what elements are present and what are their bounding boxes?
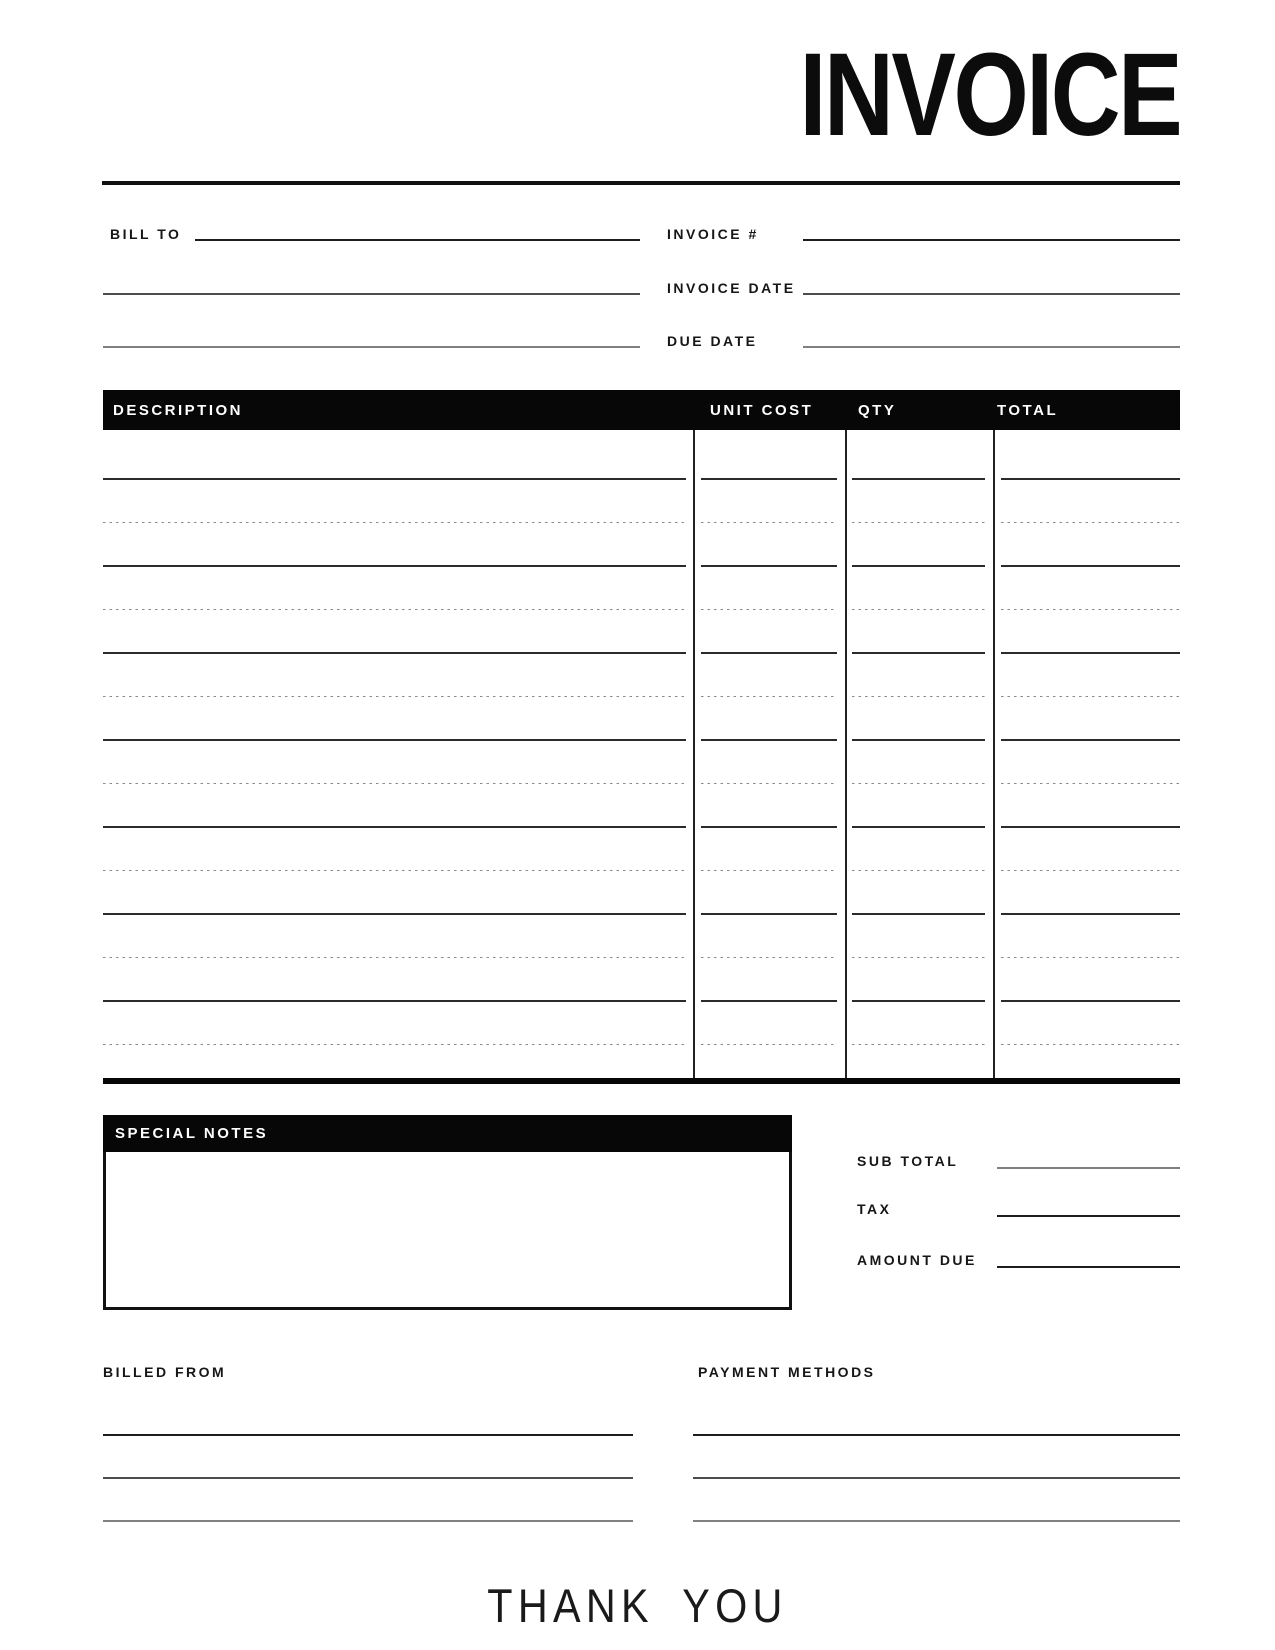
payment-methods-line-1 xyxy=(693,1434,1180,1436)
billed-from-line-1 xyxy=(103,1434,633,1436)
table-row-line xyxy=(1001,870,1180,872)
column-divider xyxy=(693,430,695,1083)
table-row-line xyxy=(103,565,686,567)
sub-total-label: SUB TOTAL xyxy=(857,1153,959,1169)
billed-from-line-2 xyxy=(103,1477,633,1479)
table-row-line xyxy=(1001,913,1180,915)
table-row-line xyxy=(103,522,686,524)
table-row-line xyxy=(103,696,686,698)
special-notes-header xyxy=(103,1115,792,1152)
table-row-line xyxy=(701,913,837,915)
table-row-line xyxy=(1001,783,1180,785)
column-divider xyxy=(993,430,995,1083)
table-row-line xyxy=(1001,826,1180,828)
header-rule xyxy=(102,181,1180,185)
invoice-date-label: INVOICE DATE xyxy=(667,280,796,296)
column-header-unit-cost: UNIT COST xyxy=(710,402,814,419)
special-notes-label: SPECIAL NOTES xyxy=(115,1125,269,1142)
table-row-line xyxy=(1001,652,1180,654)
table-row-line xyxy=(103,783,686,785)
table-row-line xyxy=(1001,609,1180,611)
table-row-line xyxy=(103,826,686,828)
tax-line xyxy=(997,1215,1180,1217)
column-header-qty: QTY xyxy=(858,402,897,419)
table-row-line xyxy=(852,478,985,480)
payment-methods-line-3 xyxy=(693,1520,1180,1522)
table-row-line xyxy=(103,652,686,654)
table-row-line xyxy=(701,522,837,524)
bill-to-line-1 xyxy=(195,239,640,241)
thank-you-text: THANK YOU xyxy=(487,1579,788,1632)
table-row-line xyxy=(103,913,686,915)
table-row-line xyxy=(701,957,837,959)
table-row-line xyxy=(852,1000,985,1002)
invoice-date-line xyxy=(803,293,1180,295)
sub-total-line xyxy=(997,1167,1180,1169)
table-row-line xyxy=(701,478,837,480)
table-row-line xyxy=(701,565,837,567)
billed-from-label: BILLED FROM xyxy=(103,1364,227,1380)
due-date-line xyxy=(803,346,1180,348)
table-row-line xyxy=(852,565,985,567)
table-row-line xyxy=(701,1044,837,1046)
page-title: INVOICE xyxy=(799,29,1180,161)
table-row-line xyxy=(852,826,985,828)
table-row-line xyxy=(852,870,985,872)
column-header-description: DESCRIPTION xyxy=(113,402,244,419)
table-row-line xyxy=(1001,522,1180,524)
table-row-line xyxy=(701,696,837,698)
table-row-line xyxy=(103,478,686,480)
payment-methods-label: PAYMENT METHODS xyxy=(698,1364,876,1380)
table-row-line xyxy=(701,783,837,785)
table-row-line xyxy=(103,739,686,741)
table-row-line xyxy=(701,826,837,828)
table-row-line xyxy=(103,609,686,611)
invoice-number-line xyxy=(803,239,1180,241)
table-row-line xyxy=(852,696,985,698)
table-header xyxy=(103,390,1180,430)
table-row-line xyxy=(103,1044,686,1046)
table-row-line xyxy=(852,609,985,611)
table-row-line xyxy=(852,913,985,915)
table-row-line xyxy=(1001,1000,1180,1002)
table-row-line xyxy=(103,870,686,872)
invoice-number-label: INVOICE # xyxy=(667,226,759,242)
table-row-line xyxy=(1001,1044,1180,1046)
billed-from-line-3 xyxy=(103,1520,633,1522)
tax-label: TAX xyxy=(857,1201,892,1217)
column-header-total: TOTAL xyxy=(997,402,1059,419)
table-row-line xyxy=(1001,957,1180,959)
table-row-line xyxy=(852,957,985,959)
amount-due-line xyxy=(997,1266,1180,1268)
table-row-line xyxy=(701,609,837,611)
bill-to-label: BILL TO xyxy=(110,226,182,242)
table-row-line xyxy=(1001,739,1180,741)
table-row-line xyxy=(1001,696,1180,698)
payment-methods-line-2 xyxy=(693,1477,1180,1479)
table-row-line xyxy=(1001,478,1180,480)
table-row-line xyxy=(103,1000,686,1002)
column-divider xyxy=(845,430,847,1083)
amount-due-label: AMOUNT DUE xyxy=(857,1252,977,1268)
table-row-line xyxy=(852,783,985,785)
table-row-line xyxy=(701,1000,837,1002)
special-notes-box xyxy=(103,1115,792,1310)
table-row-line xyxy=(852,522,985,524)
table-row-line xyxy=(103,957,686,959)
bill-to-line-2 xyxy=(103,293,640,295)
table-row-line xyxy=(1001,565,1180,567)
table-row-line xyxy=(852,652,985,654)
table-row-line xyxy=(701,870,837,872)
table-row-line xyxy=(852,739,985,741)
table-row-line xyxy=(701,739,837,741)
table-row-line xyxy=(701,652,837,654)
due-date-label: DUE DATE xyxy=(667,333,758,349)
table-row-line xyxy=(852,1044,985,1046)
bill-to-line-3 xyxy=(103,346,640,348)
table-bottom-rule xyxy=(103,1078,1180,1084)
